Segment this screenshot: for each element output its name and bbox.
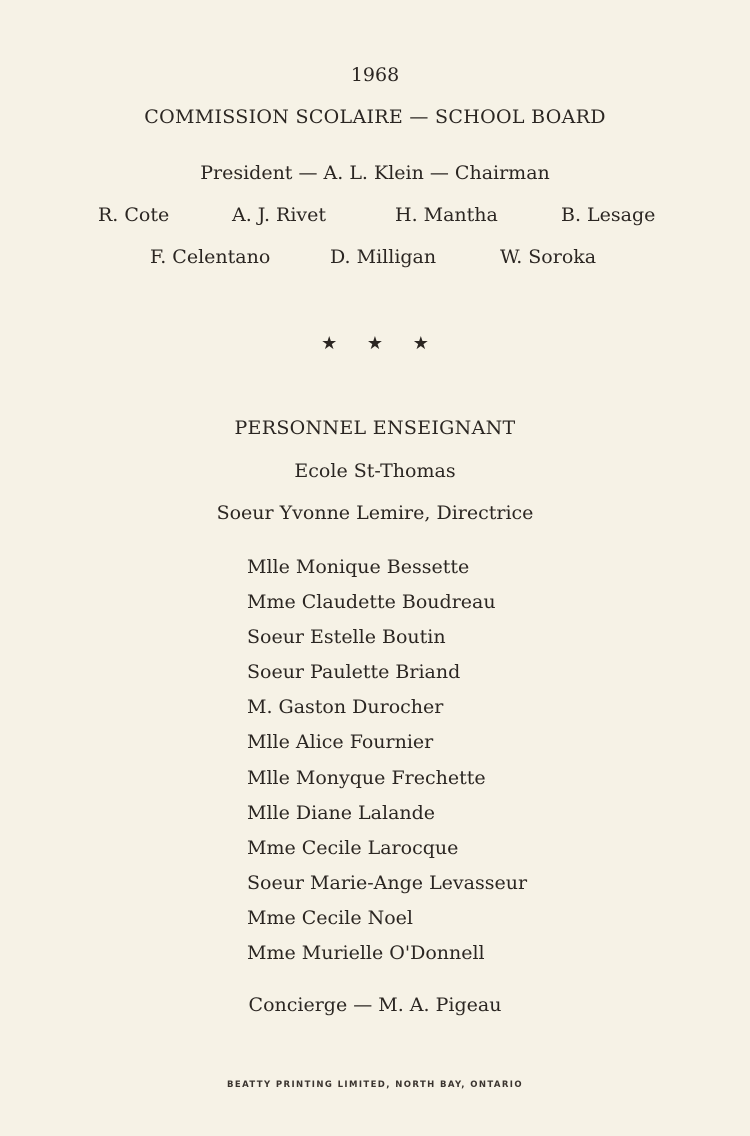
board-member: B. Lesage xyxy=(561,204,656,226)
staff-list xyxy=(247,553,527,974)
list-item: M. Gaston Durocher xyxy=(247,696,444,719)
year: 1968 xyxy=(350,64,400,86)
director-line: Soeur Yvonne Lemire, Directrice xyxy=(216,502,534,524)
list-item: Mme Murielle O'Donnell xyxy=(247,942,485,965)
board-member: F. Celentano xyxy=(150,246,271,268)
printer-credit: BEATTY PRINTING LIMITED, NORTH BAY, ONTARIO xyxy=(227,1080,523,1090)
list-item: Mlle Monyque Frechette xyxy=(247,766,486,789)
list-item: Mlle Diane Lalande xyxy=(247,801,436,824)
list-item: Mlle Monique Bessette xyxy=(247,556,470,578)
board-member: H. Mantha xyxy=(395,204,498,226)
list-item: Soeur Marie-Ange Levasseur xyxy=(247,871,528,894)
list-item: Soeur Estelle Boutin xyxy=(247,626,446,649)
board-member: R. Cote xyxy=(98,204,170,226)
school-name: Ecole St-Thomas xyxy=(294,460,456,482)
list-item: Mme Cecile Larocque xyxy=(247,836,459,859)
board-member: A. J. Rivet xyxy=(232,204,327,226)
board-member: D. Milligan xyxy=(330,246,437,268)
star-divider: ★ ★ ★ xyxy=(321,333,429,354)
section-heading: PERSONNEL ENSEIGNANT xyxy=(234,417,516,439)
list-item: Mme Cecile Noel xyxy=(247,906,413,929)
board-title: COMMISSION SCOLAIRE — SCHOOL BOARD xyxy=(144,106,606,128)
list-item: Mme Claudette Boudreau xyxy=(247,591,496,614)
concierge-line: Concierge — M. A. Pigeau xyxy=(248,994,502,1016)
board-member: W. Soroka xyxy=(500,246,597,268)
list-item: Soeur Paulette Briand xyxy=(247,661,461,684)
list-item: Mlle Alice Fournier xyxy=(247,731,434,754)
president-line: President — A. L. Klein — Chairman xyxy=(200,162,550,184)
